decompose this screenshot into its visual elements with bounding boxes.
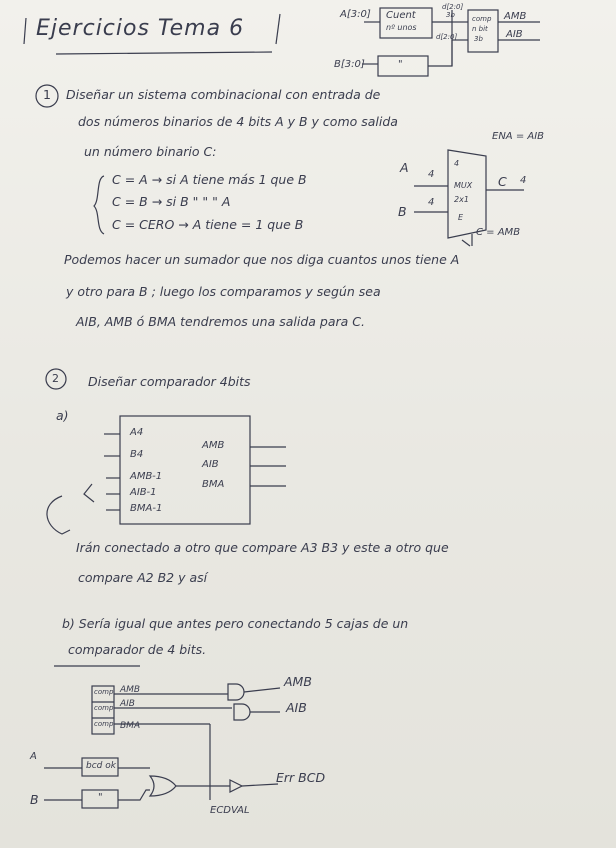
box-in-amb: AMB-1 [130,471,163,482]
mux-out-label: C [498,174,507,189]
title-underline [56,52,272,54]
b-box-mark: " [398,59,403,70]
box-in-aib: AIB-1 [130,487,157,498]
case-1: C = A → si A tiene más 1 que B [112,172,307,187]
part-a-label: a) [56,408,69,423]
p2-title: Diseñar comparador 4bits [88,374,251,389]
part-b-line1: b) Sería igual que antes pero conectando 5 cajas de un [62,616,409,631]
counter-box-line2: nº unos [386,23,417,32]
box-out-bma: BMA [202,479,225,490]
mux-a-label: A [400,160,409,175]
b-counter-box [378,56,428,76]
stack-out-aib: AIB [120,699,135,709]
mux-a-bits: 4 [428,169,435,180]
cascade-arrow [47,496,70,534]
note-a-line2: compare A2 B2 y así [78,570,208,585]
p1-para-line3: AIB, AMB ó BMA tendremos una salida para C. [76,314,365,329]
top-out-amb: AMB [504,11,527,22]
p2-number: 2 [52,372,59,385]
box-in-b4: B4 [130,449,144,460]
top-bus-bits: 3b [446,11,455,19]
comp-box-line2: n bit [472,25,488,33]
buffer-gate [230,780,242,792]
p1-line1: Diseñar un sistema combinacional con entrada de [66,87,381,102]
stack-out-bma: BMA [120,721,141,731]
part-b-line2: comparador de 4 bits. [68,642,207,657]
or-gate [150,776,176,796]
mux-box-line2: MUX [454,181,473,190]
bottom-bus-label: d[2:0] [436,33,458,41]
mux-select-label: C = AMB [476,227,521,238]
and-gate-1 [228,684,244,700]
title-left-bar [24,18,26,44]
p1-para-line1: Podemos hacer un sumador que nos diga cuantos unos tiene A [64,252,460,267]
mux-box-line1: 4 [454,159,460,168]
top-b-input: B[3:0] [334,59,365,70]
p1-para-line2: y otro para B ; luego los comparamos y según sea [66,284,381,299]
final-out-aib: AIB [286,700,307,715]
box-out-aib: AIB [202,459,219,470]
top-a-input: A[3:0] [340,9,371,20]
stack-comp-1: comp [94,688,114,696]
diag-b-input-a: A [30,751,37,762]
enable-label: ENA = AIB [492,131,545,142]
err-bcd-label: Err BCD [276,770,326,785]
top-out-aib: AIB [506,29,523,40]
p1-number: 1 [43,87,51,102]
comp-box-line3: 3b [474,35,483,43]
ecdval-label: ECDVAL [210,805,250,816]
title-right-bar [276,14,280,44]
mux-out-bits: 4 [520,175,527,186]
mux-box-line4: E [458,213,464,222]
mux-b-bits: 4 [428,197,435,208]
case-2: C = B → si B " " " A [112,194,231,209]
diag-b-input-b: B [30,792,39,807]
stack-comp-3: comp [94,720,114,728]
box-in-bma: BMA-1 [130,503,163,514]
box-out-amb: AMB [202,440,225,451]
case-3: C = CERO → A tiene = 1 que B [112,217,304,232]
counter-box-line1: Cuent [386,10,416,21]
page-title: Ejercicios Tema 6 [36,16,245,41]
p1-line3: un número binario C: [84,144,217,159]
stack-comp-2: comp [94,704,114,712]
top-bus-label: d[2:0] [442,3,464,11]
box-in-a4: A4 [130,427,144,438]
bcd-box-a-label: bcd ok [86,761,116,771]
p1-line2: dos números binarios de 4 bits A y B y como salida [78,114,398,129]
note-a-line1: Irán conectado a otro que compare A3 B3 y este a otro que [76,540,449,555]
and-gate-2 [234,704,250,720]
mux-b-label: B [398,204,407,219]
comp-box-line1: comp [472,15,492,23]
case-brace [94,176,104,234]
mux-box-line3: 2x1 [454,195,469,204]
stack-out-amb: AMB [120,685,141,695]
final-out-amb: AMB [284,674,312,689]
bcd-box-b-label: " [98,792,103,803]
